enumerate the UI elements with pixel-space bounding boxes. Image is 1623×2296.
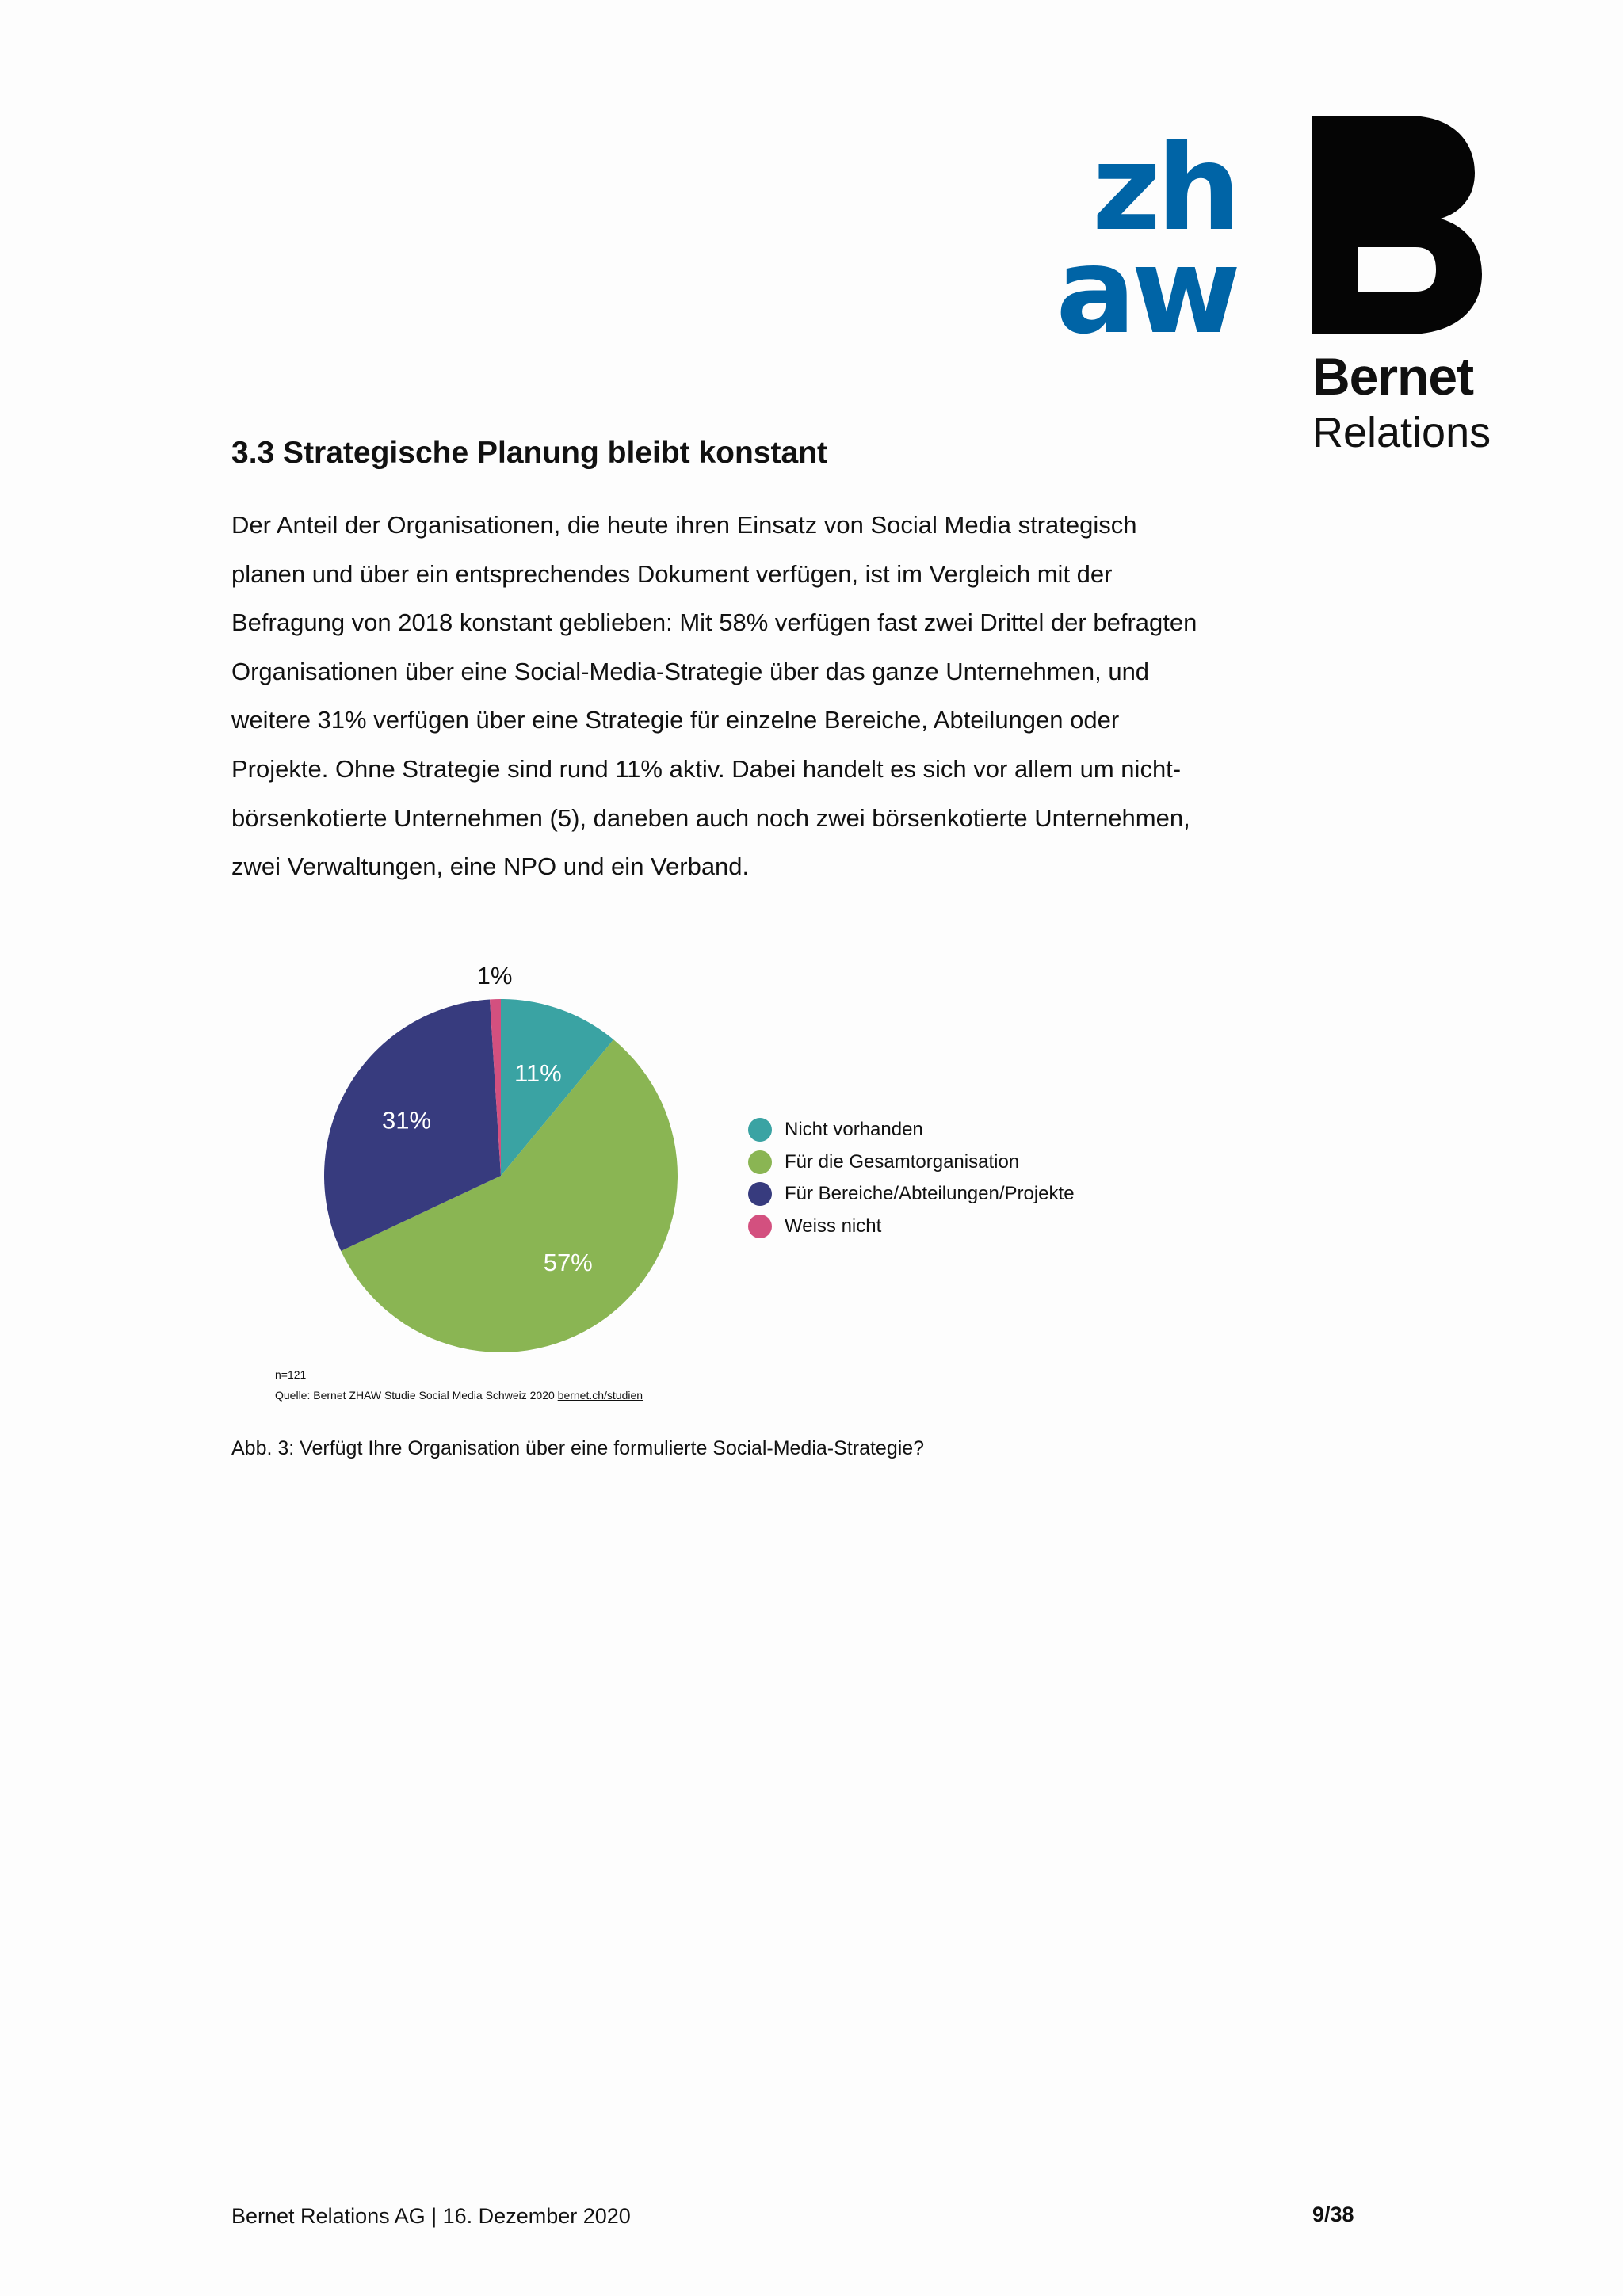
legend-label: Nicht vorhanden: [785, 1119, 923, 1140]
pie-label-nicht-vorhanden: 11%: [514, 1058, 562, 1087]
page-number: 9/38: [1312, 2203, 1354, 2226]
paragraph-line: Befragung von 2018 konstant geblieben: Mit 58% verfügen fast zwei Drittel der befragten: [231, 608, 1197, 637]
paragraph-line: börsenkotierte Unternehmen (5), daneben auch noch zwei börsenkotierte Unternehmen,: [231, 803, 1190, 832]
source-link[interactable]: bernet.ch/studien: [557, 1389, 643, 1402]
legend-item: [748, 1178, 1075, 1211]
paragraph-line: Projekte. Ohne Strategie sind rund 11% aktiv. Dabei handelt es sich vor allem um nicht-: [231, 754, 1182, 783]
paragraph-line: weitere 31% verfügen über eine Strategie für einzelne Bereiche, Abteilungen oder: [231, 706, 1120, 734]
paragraph-line: planen und über ein entsprechendes Dokument verfügen, ist im Vergleich mit der: [231, 559, 1113, 588]
legend-item: [748, 1114, 1075, 1146]
source-note: [275, 1388, 643, 1402]
legend-item: [748, 1146, 1075, 1179]
legend-item: [748, 1211, 1075, 1243]
legend-swatch: [748, 1150, 772, 1174]
pie-label-gesamtorganisation: 57%: [543, 1249, 593, 1277]
zhaw-logo: [1030, 120, 1236, 360]
pie-label-bereiche: 31%: [381, 1106, 432, 1135]
bernet-brand-name: Bernet: [1312, 347, 1474, 406]
paragraph-line: Organisationen über eine Social-Media-Strategie über das ganze Unternehmen, und: [231, 657, 1150, 685]
zhaw-logo-line1: zh: [1091, 120, 1236, 257]
pie-label-weiss-nicht: 1%: [476, 962, 513, 990]
legend-swatch: [748, 1182, 772, 1206]
paragraph-line: zwei Verwaltungen, eine NPO und ein Verband.: [231, 852, 750, 881]
section-paragraph: [231, 501, 1285, 891]
sample-size-note: n=121: [275, 1368, 307, 1381]
footer-company-date: Bernet Relations AG | 16. Dezember 2020: [231, 2204, 631, 2228]
legend-label: Für die Gesamtorganisation: [785, 1150, 1020, 1173]
legend-swatch: [748, 1118, 772, 1142]
legend-label: Weiss nicht: [785, 1215, 882, 1237]
figure-caption: Abb. 3: Verfügt Ihre Organisation über eine formulierte Social-Media-Strategie?: [231, 1437, 925, 1459]
paragraph-line: Der Anteil der Organisationen, die heute ihren Einsatz von Social Media strategisch: [231, 511, 1137, 539]
legend-swatch: [748, 1215, 772, 1238]
legend-label: Für Bereiche/Abteilungen/Projekte: [785, 1183, 1075, 1204]
bernet-b-logo: [1312, 116, 1482, 334]
source-text: Quelle: Bernet ZHAW Studie Social Media Schweiz 2020: [275, 1389, 558, 1402]
zhaw-logo-line2: aw: [1056, 223, 1236, 360]
chart-legend: [748, 1114, 1075, 1242]
section-heading: 3.3 Strategische Planung bleibt konstant: [231, 436, 827, 470]
bernet-brand-sub: Relations: [1312, 409, 1491, 456]
